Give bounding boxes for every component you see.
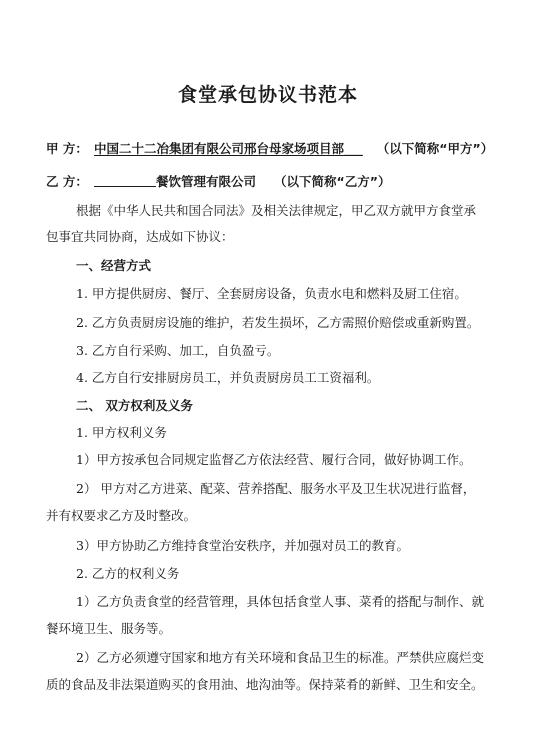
section-2-a1: 1）甲方按承包合同规定监督乙方依法经营、履行合同，做好协调工作。 [76,452,472,467]
party-a-trail: ___ [344,141,363,156]
section-1-item-1: 1. 甲方提供厨房、餐厅、全套厨房设备，负责水电和燃料及厨工住宿。 [76,286,467,301]
section-1-item-2: 2. 乙方负责厨房设施的维护，若发生损坏，乙方需照价赔偿或重新购置。 [76,315,480,330]
party-a-line [46,139,493,157]
party-a-name: 中国二十二冶集团有限公司邢台母家场项目部 [94,141,345,156]
party-b-label: 乙 方： [46,174,88,189]
intro-line-2: 包事宜共同协商，达成如下协议： [46,229,234,244]
section-2-a2-line-1: 2） 甲方对乙方进菜、配菜、营养搭配、服务水平及卫生状况进行监督， [76,481,476,496]
section-2-b1-line-1: 1）乙方负责食堂的经营管理，具体包括食堂人事、菜肴的搭配与制作、就 [76,594,484,609]
section-2-b1-line-2: 餐环境卫生、服务等。 [46,621,172,636]
section-1-item-4: 4. 乙方自行安排厨房员工，并负责厨房员工工资福利。 [76,370,380,385]
intro-line-1: 根据《中华人民共和国合同法》及相关法律规定，甲乙双方就甲方食堂承 [76,203,477,218]
party-b-note: （以下简称“乙方”） [274,174,391,189]
party-b-name: 餐饮管理有限公司 [156,174,257,189]
section-2-heading: 二、 双方权利及义务 [76,398,193,413]
section-2-sub-2: 2. 乙方的权利义务 [76,566,180,581]
section-1-heading: 一、经营方式 [76,258,152,273]
section-2-sub-1: 1. 甲方权利义务 [76,425,167,440]
section-2-a2-line-2: 并有权要求乙方及时整改。 [46,508,197,523]
section-2-a3: 3）甲方协助乙方维持食堂治安秩序，并加强对员工的教育。 [76,538,409,553]
party-b-blank [94,174,156,187]
document-title: 食堂承包协议书范本 [177,84,358,106]
section-1-item-3: 3. 乙方自行采购、加工，自负盈亏。 [76,343,280,358]
section-2-b2-line-2: 质的食品及非法渠道购买的食用油、地沟油等。保持菜肴的新鲜、卫生和安全。 [46,677,484,692]
section-2-b2-line-1: 2）乙方必须遵守国家和地方有关环境和食品卫生的标准。严禁供应腐烂变 [76,650,484,665]
party-a-note: （以下简称“甲方”） [376,141,494,156]
party-b-line [46,172,390,190]
party-a-label: 甲 方： [46,141,88,156]
